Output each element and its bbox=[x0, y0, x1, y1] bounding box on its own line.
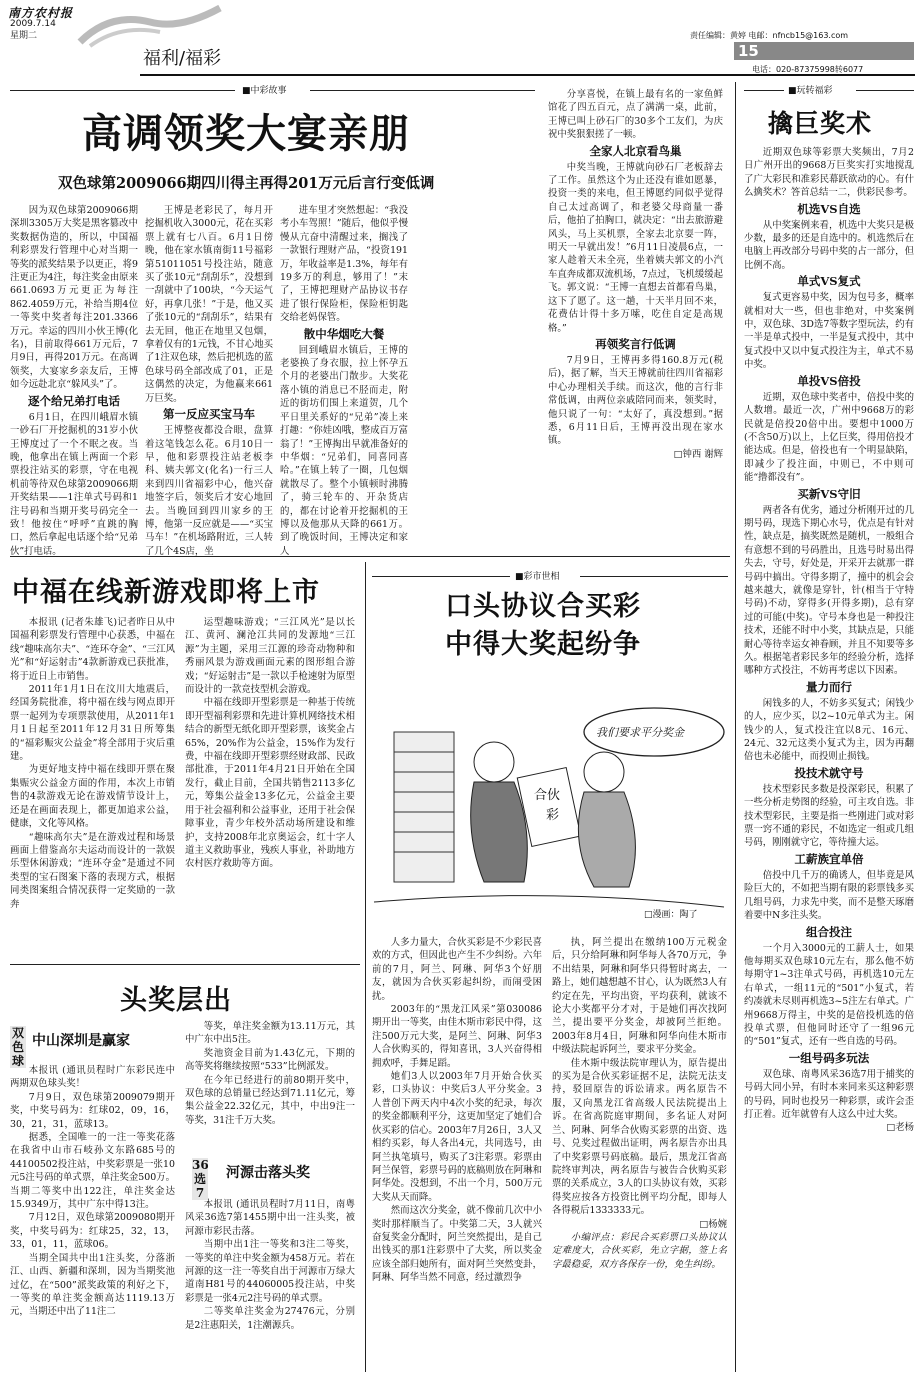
cartoon-caption: □漫画：陶了 bbox=[644, 910, 698, 920]
story3-headline-line1: 口头协议合买彩 bbox=[445, 591, 641, 622]
phone-line: 电话：020-87375998转6077 bbox=[752, 65, 864, 74]
story1-paragraph: 因为双色球第2009066期深圳3305万大奖是黑客篡改中奖数据伪造的，所以，中国福利彩票发行管理中心对当期一等奖的派奖结果予以更正，将9注更正为4注，每注奖金由原来661.0693万元更正为每注862.4059万元，补给当期4位一等奖中奖者每注201.3366万元。幸运的四川小伙王博(化名)，目前取得661万元后，7月9日，再得201万元。在高调领奖，大宴家乡亲友后，王博如今远赴北京“躲风头”了。 bbox=[10, 205, 138, 391]
story2-headline: 中福在线新游戏即将上市 bbox=[12, 577, 320, 608]
story1-byline: □钟西 谢辉 bbox=[673, 448, 723, 460]
story4-tag-ssq: 双色球 bbox=[11, 1026, 24, 1068]
story1-subhead-4: 全家人北京看鸟巢 bbox=[589, 143, 682, 158]
editor-line: 责任编辑：黄婷 电邮：nfncb15@163.com bbox=[690, 31, 849, 40]
story4-paragraph: 当期全国共中出1注头奖，分落浙江、山西、新疆和深圳，因为当期奖池过亿，在“500”派奖政策的利好之下，一等奖的单注奖金额高达1119.13万元，当期还中出了11注二 bbox=[10, 1252, 175, 1318]
cartoon-illustration bbox=[374, 672, 729, 922]
story1-paragraph: 6月1日，在四川峨眉水镇一砂石厂开挖掘机的31岁小伙王博度过了一个不眠之夜。当晚，他拿出在镇上两面一个彩票投注站买的彩票，守在电视机前等待双色球第2009066期开奖结果——1注单式号码和1注号码和当期开奖号码完全一致！他按住“呼呼”直跳的胸口，然后拿起电话逐个给“兄弟伙”打电话。 bbox=[10, 411, 138, 557]
story1-column-3b bbox=[413, 204, 541, 550]
cartoon-speech-text: 我们要求平分奖金 bbox=[596, 726, 684, 739]
story4-paragraph: 奖池资金目前为1.43亿元，下期的高等奖将继续按照“533”比例派发。 bbox=[185, 1047, 355, 1073]
sidebar-byline: □老杨 bbox=[886, 1122, 914, 1134]
story2-column-2 bbox=[185, 616, 355, 956]
story1-bottom-rule bbox=[10, 556, 730, 557]
story3-top-rule-right bbox=[580, 576, 728, 577]
story1-top-rule bbox=[10, 90, 235, 91]
story1-paragraph: 中奖当晚，王博就向砂石厂老板辞去了工作。虽然这个为止还没有谁如愿暴，投资一类的来电，但王博愿约同似乎觉得自己太过高调了，和老婆父母商量一番后，他拍了拍胸口，就决定：“出去旅游避风头，马上买机票，全家去北京耍一阵，明天一早就出发！”6月11日凌晨6点，一家人趁着天未全亮，坐着姨夫郭文的小汽车直奔成都双流机场，7点过，飞机缓缓起飞。郭文说：“王博一直想去首都看鸟巢，这下了愿了。这一趟，十天半月回不来，花费估计得十多万嗦，吃住自定是高规格。” bbox=[548, 161, 723, 334]
story1-paragraph: 进车里才突然想起：“我没考小车驾照！”随后，他似乎慢慢从亢奋中清醒过来，搁浅了一款银行理财产品，“投资191万，年收益率是1.3%，每年有19多万的利息，够用了！”末了，王博把理财产品协议书存进了银行保险柜，保险柜钥匙交给老妈保管。 bbox=[280, 205, 408, 324]
story1-column-3 bbox=[280, 204, 408, 557]
story1-subhead-3: 散中华烟吃大餐 bbox=[303, 326, 385, 341]
story1-top-rule-right bbox=[310, 90, 535, 91]
story3-editor-note: 小编评点：彩民合买彩票口头协议认定难度大，合伙买彩，先立字据，签上名字最稳妥，双方各保存一份，免生纠纷。 bbox=[552, 1231, 727, 1270]
story2-bottom-rule bbox=[10, 964, 360, 965]
story1-headline: 高调领奖大宴亲朋 bbox=[82, 110, 410, 157]
sidebar-subhead: 一组号码多玩法 bbox=[788, 1050, 870, 1065]
cartoon-sign-label-1: 合伙 bbox=[534, 788, 561, 803]
story1-paragraph: 王博是老彩民了，每月开挖掘机收入3000元，花在买彩票上就有七八百。6月1日傍晚，他在家水镇南街11号福彩第51011051号投注站，随意买了张10元“刮刮乐”，没想到一刮就中了100块，“今天运气好，再拿几张！”于是，他又买了张10元的“刮刮乐”，结果有去无回，他正在地里又包烟，拿着仅有的1元钱，不甘心地买了1注双色球，然后把机选的蓝色球号码全部改成了01，正是这偶然的决定，为他赢来661万巨奖。 bbox=[145, 205, 273, 404]
sidebar-paragraph: 闲钱多的人，不妨多买复式；闲钱少的人，应少买，以2~10元单式为主。闲钱少的人，复式投注宜以8元、16元、24元、32元这类小复式为主，因为再翻倍也未必能中，而投则止损钱。 bbox=[744, 697, 914, 763]
sidebar-subhead: 单式VS复式 bbox=[797, 274, 861, 289]
story2-paragraph: 本报讯 (记者朱雄飞)记者昨日从中国福利彩票发行管理中心获悉，中福在线“趣味高尔夫”、“连环夺金”、“三江风光”和“好运射击”4款新游戏已获批准，将于近日上市销售。 bbox=[10, 617, 175, 682]
story4-subhead-1: 中山深圳是赢家 bbox=[32, 1033, 130, 1049]
story4-paragraph: 本报讯 (通讯员程时7月11日，南粤风采36选7第1455期中出一注头奖，被河源市彩民击落。 bbox=[185, 1199, 355, 1237]
sidebar-body bbox=[744, 146, 914, 1368]
story2-paragraph: 运型趣味游戏；“三江风光”是以长江、黄河、澜沧江共同的发源地“三江源”为主题，采用三江源的珍奇动物种和秀丽风景为游戏画面元素的图形组合游戏；“好运射击”是一款以手枪速射为原型而设计的一款竞技型机会游戏。 bbox=[185, 617, 355, 696]
sidebar-paragraph: 倍投中几千万的确诱人，但毕竟是风险巨大的，不如把当期有限的彩票钱多买几组号码，力求先中奖，而不是整天琢磨着要中N多注头奖。 bbox=[744, 869, 914, 922]
story1-subhead-1: 逐个给兄弟打电话 bbox=[28, 393, 120, 408]
story3-paragraph: 执，阿兰提出在缴纳100万元税金后，只分给阿琳和阿华每人各70万元，争不出结果，阿琳和阿华只得暂时离去，一路上，她们越想越不甘心，认为既然3人有约定在先，平均出资，平均获利，就该不论大小奖都平分才对，于是她们再次找阿兰，提出要平分奖金，却被阿兰拒绝。2003年8月4日，阿琳和阿华向佳木斯市中级法院起诉阿兰，要求平分奖金。 bbox=[552, 937, 727, 1056]
story2-divider bbox=[365, 562, 366, 1372]
story1-column-4 bbox=[548, 88, 723, 550]
sidebar-top-rule-right bbox=[856, 90, 914, 91]
story3-paragraph: 然而这次分奖金，就不像前几次中小奖时那样顺当了。中奖第二天，3人就兴奋复奖金分配时，阿兰突然提出，是自己出钱买的那1注彩票中了大奖，所以奖金应该全部归她所有，面对阿兰突然变卦，阿琳、阿华当然不同意，经过激烈争 bbox=[372, 1205, 542, 1284]
story3-byline: □杨婉 bbox=[699, 1218, 727, 1230]
sidebar-divider bbox=[735, 82, 736, 1372]
sidebar-section-tag: ■玩转福彩 bbox=[788, 86, 833, 96]
section-title: 福利/福彩 bbox=[143, 48, 222, 69]
page-number: 15 bbox=[734, 42, 914, 60]
sidebar-headline: 擒巨奖术 bbox=[768, 109, 873, 138]
story3-paragraph: 2003年的“黑龙江风采”第030086期开出一等奖，由佳木斯市彩民中得，这注500万元大奖，是阿兰、阿琳、阿华3人合伙购买的，得知喜讯，3人兴奋得相拥欢呼，手舞足蹈。 bbox=[372, 1004, 542, 1069]
story2-paragraph: 为更好地支持中福在线即开票在聚集赈灾公益金方面的作用，本次上市销售的4款游戏无论在游戏情节设计上，还是在画面表现上，都更加追求公益，健康，文化等风格。 bbox=[10, 764, 175, 830]
sidebar-top-rule bbox=[744, 90, 784, 91]
paper-logo: 南方农村报 bbox=[8, 6, 74, 20]
story1-paragraph: 分享喜悦，在镇上最有名的一家鱼鲜馆花了四五百元，点了满满一桌，此前，王博已叫上砂石厂的30多个工友们，为庆祝中奖狠狠搓了一顿。 bbox=[548, 89, 723, 141]
story1-paragraph: 7月9日，王博再多得160.8万元(税后)，据了解，当天王博就前往四川省福彩中心办理相关手续。而这次，他的言行非常低调，由两位亲戚陪同而来，领奖时，他只说了一句：“太好了，真没想到。”据悉，6月11日后，王博再没出现在家水镇。 bbox=[548, 354, 723, 447]
story1-paragraph: 王博整夜都没合眼，盘算着这笔钱怎么花。6月10日一早，他和彩票投注站老板李科、姨夫郭文(化名)一行三人来到四川省福彩中心，他兴奋地签字后，领奖后才安心地回去。当晚回到四川家乡的王博，他第一反应就是——“买宝马车！”在机场路附近，三人转了几个4S店，坐 bbox=[145, 425, 273, 557]
sidebar-paragraph: 技术型彩民多数是投深彩民，积累了一些分析走势图的经验，可主攻自选。非技术型彩民，主要是指一些刚进门或对彩票一窍不通的彩民，不如选定一组或几组号码，刚刚就守它，等待撞大运。 bbox=[744, 783, 914, 849]
story4-paragraph: 本报讯 (通讯员程时广东彩民连中两期双色球头奖！ bbox=[10, 1065, 175, 1090]
sidebar-subhead: 量力而行 bbox=[806, 679, 852, 694]
story1-section-tag: ■中彩故事 bbox=[242, 86, 287, 96]
story4-headline: 头奖层出 bbox=[120, 985, 232, 1016]
story3-headline-line2: 中得大奖起纷争 bbox=[445, 629, 641, 660]
sidebar-subhead: 组合投注 bbox=[806, 924, 852, 939]
sidebar-subhead: 工薪族宜单倍 bbox=[794, 851, 864, 866]
story1-subtitle: 双色球第2009066期四川得主再得201万元后言行变低调 bbox=[58, 175, 435, 192]
story3-paragraph: 她们3人以2003年7月开始合伙买彩，口头协议：中奖后3人平分奖金。3人普创下两天内中4次小奖的纪录，每次的奖金都顺利平分，这更加坚定了她们合伙买彩的信心。2003年7月26日，3人又相约买彩，每人各出4元，共同选号，由阿兰执笔填号，购买了3注彩票。彩票由阿兰保管，彩票号码的底稿则放在阿琳和阿华处。没想到，不出一个月，500万元大奖从天而降。 bbox=[372, 1071, 542, 1203]
story2-column-1 bbox=[10, 616, 175, 956]
story4-paragraph: 等奖，单注奖金额为13.11万元，其中广东中出5注。 bbox=[185, 1021, 355, 1046]
story4-column-1 bbox=[10, 1064, 175, 1369]
sidebar-paragraph: 一个月入3000元的工薪人士，如果他每期买双色球10元左右，那么他不妨每期守1~3注单式号码，再机选10元左右单式，一组11元的“501”小复式，若约凑就未尽则再机选3~5注左右单式。广州9668万得主，中奖的是倍投机选的倍投单式票，但他同时还守了一组96元的“501”复式，还有一些自选的号码。 bbox=[744, 942, 914, 1048]
issue-weekday: 星期二 bbox=[10, 31, 38, 41]
story2-paragraph: “趣味高尔夫”是在游戏过程和场景画面上借鉴高尔夫运动而设计的一款娱乐型休闲游戏；“连环夺金”是通过不同类型的宝石图案下落的表现方式，根据同类图案组合情况获得一定奖励的一款奔 bbox=[10, 831, 175, 910]
sidebar-paragraph: 双色球、南粤风采36选7用于捕奖的号码大同小异，有时本来同来买这种彩票的号码，同时也投另一种彩票，或许会歪打正着。近年就曾有人这么中过大奖。 bbox=[744, 1068, 914, 1120]
story4-column-2a bbox=[185, 1020, 355, 1148]
story4-paragraph: 在今年已经进行的前80期开奖中，双色球的总销量已经达到71.11亿元，筹集公益金22.32亿元，其中，中出9注一等奖，31注千万大奖。 bbox=[185, 1074, 355, 1126]
story2-paragraph: 中福在线即开型彩票是一种基于传统即开型福利彩票和先进计算机网络技术相结合的新型无纸化即开型彩票，该奖金占65%，20%作为公益金，15%作为发行费，中福在线即开型彩票经财政部、民政部批准，于2011年4月21日开始在全国发行，截止目前，全国共销售2113多亿元，筹集公益金13多亿元，公益金主要用于社会福利和公益事业，还用于社会保障事业，青少年校外活动场所建设和维护，支持2008年北京奥运会，红十字人道主义救助事业，残疾人事业，补助地方农村医疗救助等方面。 bbox=[185, 697, 355, 870]
story3-paragraph: 佳木斯中级法院审理认为，原告提出的买为是合伙买彩证据不足，法院无法支持，驳回原告的诉讼请求。两名原告不服，又向黑龙江省高级人民法院提出上诉。在省高院庭审期间，多名证人对阿兰、阿琳、阿华合伙购买彩票的出资、选号、兑奖过程做出证明，两名原告亦出具了中奖彩票号码底稿。最后，黑龙江省高院终审判决，两名原告与被告合伙购买彩票的关系成立，3人的口头协议有效，买彩得奖应按各方投资比例平均分配，即每人各得税后1333333元。 bbox=[552, 1057, 727, 1217]
story4-paragraph: 7月9日，双色球第2009079期开奖，中奖号码为：红球02，09，16，30，21，31，蓝球13。 bbox=[10, 1091, 175, 1130]
story3-column-1 bbox=[372, 936, 542, 1366]
sidebar-subhead: 买新VS守旧 bbox=[797, 486, 861, 501]
masthead bbox=[0, 0, 922, 82]
story2-paragraph: 2011年1月1日在汶川大地震后，经国务院批准，将中福在线与网点即开票一起列为专项票款使用，从2011年1月1日起至2011年12月31日所筹集的“福彩赈灾公益金”将全部用于灾后重建。 bbox=[10, 684, 175, 763]
story4-paragraph: 7月12日，双色球第2009080期开奖，中奖号码为：红球25，32，13，33，01，11，蓝球06。 bbox=[10, 1212, 175, 1251]
sidebar-paragraph: 复式更容易中奖，因为包号多，概率就相对大一些，但也非绝对，中奖案例中，双色球、3D选7等数字型玩法，约有一半是单式投中，一半是复式投中，其中复式投中又以中复式投注为主，单式不易中奖。 bbox=[744, 292, 914, 371]
sidebar-intro: 近期双色球等彩票大奖频出，7月2日广州开出的9668万巨奖实打实地搅乱了广大彩民和准彩民幕跃欲动的心。有什么擒奖术？答首总结一二，供彩民参考。 bbox=[744, 147, 914, 199]
story4-paragraph: 二等奖单注奖金为27476元，分别是2注惠阳关，1注潮源兵。 bbox=[185, 1306, 355, 1331]
story1-column-2 bbox=[145, 204, 273, 557]
story3-section-tag: ■彩市世相 bbox=[515, 572, 560, 582]
sidebar-paragraph: 从中奖案例来看，机选中大奖只是极少数，最多的还是自选中的。机选然后在电脑上再改部分号码中奖的占一部分，但比例不高。 bbox=[744, 219, 914, 271]
sidebar-subhead: 投技术就守号 bbox=[794, 765, 864, 780]
story4-paragraph: 当期中出1注一等奖和3注二等奖，一等奖的单注中奖金额为458万元。若在河源的这一注一等奖自出于河源市万绿大道南H81号的44060005投注站，中奖彩票是一张4元2注号码的单式票。 bbox=[185, 1239, 355, 1304]
sidebar-paragraph: 近期，双色球中奖者中，倍投中奖的人数增。最近一次，广州中9668万的彩民就是倍投20倍中出。要想中1000万(不含50万)以上，上亿巨奖，得用倍投才能达成。但是，倍投也有一个明显缺陷，即减少了投注面，中则已，不中则可能“撸都没有”。 bbox=[744, 391, 914, 484]
sidebar-subhead: 机选VS自选 bbox=[797, 201, 861, 216]
sidebar-subhead: 单投VS倍投 bbox=[797, 373, 861, 388]
story1-paragraph: 回到峨眉水镇后，王博的老婆换了身衣服，拉上怀孕五个月的老婆出门散步。大奖花落小镇的消息已不胫而走，附近的街坊们围上来道贺，几个平日里关系好的“兄弟”凑上来打趣：“你娃凶哦，整成百万富翁了！”王博掏出早就准备好的中华烟：“兄弟们，同喜同喜哈。”在镇上转了一圈，几包烟就散尽了。整个小镇顿时沸腾了，骑三轮车的、开杂货店的，都在讨论着开挖掘机的王博以及他那从天降的661万。到了晚饭时间，王博决定和家人 bbox=[280, 344, 408, 557]
story4-subhead-2: 河源击落头奖 bbox=[226, 1165, 310, 1181]
story1-subhead-5: 再领奖言行低调 bbox=[595, 336, 676, 351]
story3-paragraph: 人多力量大，合伙买彩是不少彩民喜欢的方式，但因此也产生不少纠纷。六年前的7月，阿兰、阿琳、阿华3个好朋友，就因为合伙买彩起纠纷，而闹受困扰。 bbox=[372, 937, 542, 1002]
story1-column-1 bbox=[10, 204, 138, 557]
story3-column-2 bbox=[552, 936, 727, 1366]
story4-tag-36x7: 36选7 bbox=[192, 1158, 209, 1200]
sidebar-paragraph: 两者各有优劣，通过分析刚开过的几期号码，现选下期心水号，优点是有针对性，缺点是，搞奖既然是随机，一般组合有意想不到的号码胜出，且选号时易出得失去，守号，好处是，开采开去就那一群号码中搞出。守得多期了，撞中的机会会越来越大，就像是穿针，针(相当于守特号码)不动，穿得多(开得多期)，总有穿过的可能(中奖)。守号本身也是一种投注技术，还能不时中小奖，其缺点是，只能耐心等待幸运女神眷顾，并且不知要等多久。根据笔者彩民多年的经验分析，选择哪种方式投注，不妨再考虑以下因素。 bbox=[744, 504, 914, 677]
issue-date: 2009.7.14 bbox=[10, 19, 56, 29]
story1-subhead-2: 第一反应买宝马车 bbox=[163, 407, 255, 422]
masthead-rule bbox=[140, 74, 915, 76]
story3-top-rule bbox=[372, 576, 510, 577]
story4-column-2b bbox=[185, 1198, 355, 1370]
cartoon-sign-label-2: 彩 bbox=[546, 808, 560, 823]
story4-paragraph: 据悉，全国唯一的一注一等奖花落在我省中山市石岐孙文东路685号的44100502投注站，中奖彩票是一张10元5注号码的单式票，单注奖金500万。当期二等奖中出122注，单注奖金达15.9349万，其中广东中得13注。 bbox=[10, 1132, 175, 1211]
